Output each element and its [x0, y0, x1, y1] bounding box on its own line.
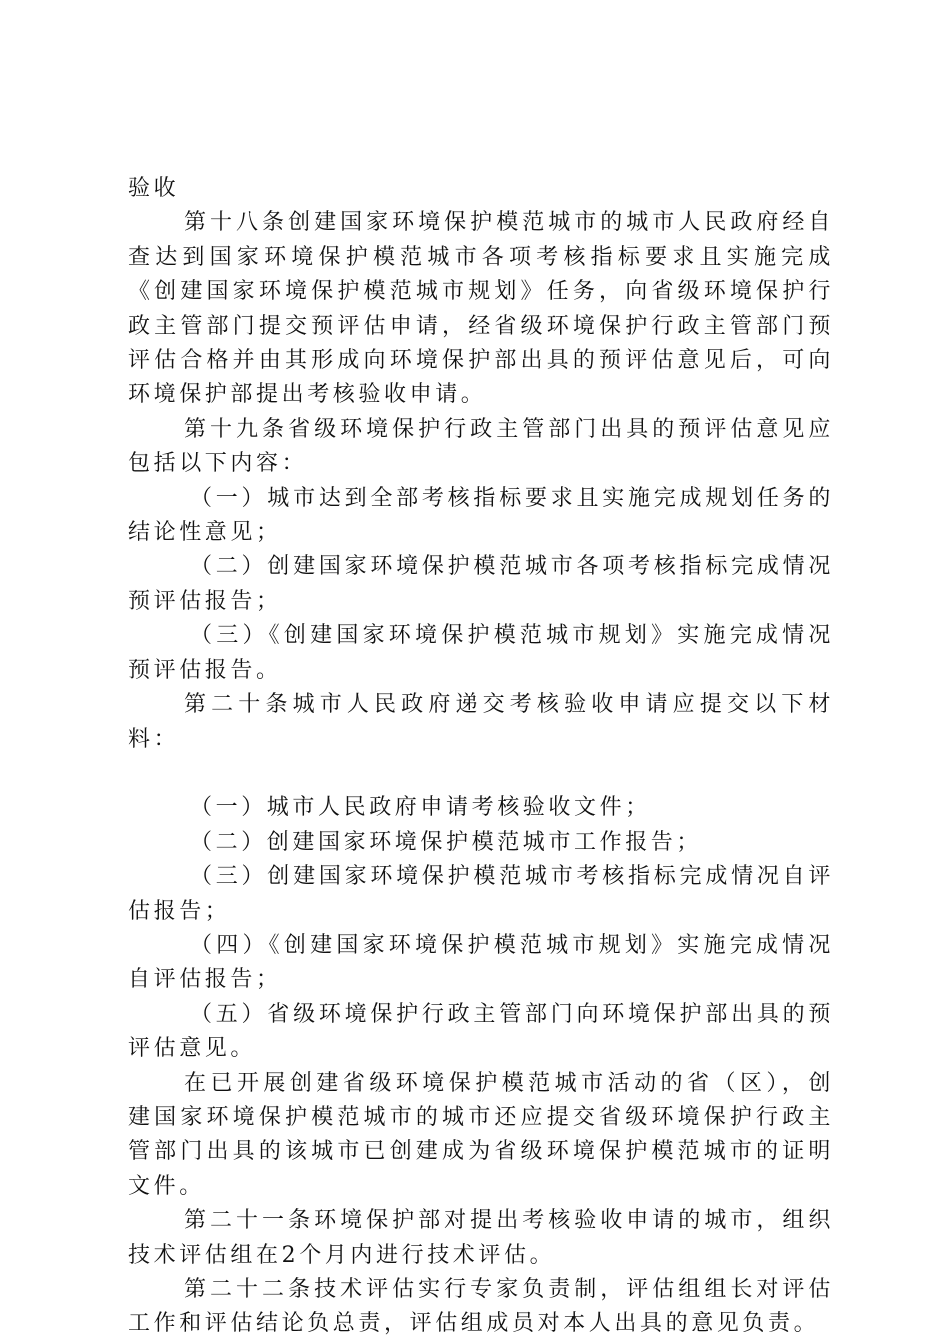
article-18-paragraph: 第十八条创建国家环境保护模范城市的城市人民政府经自查达到国家环境保护模范城市各项考核指标要求且实施完成《创建国家环境保护模范城市规划》任务，向省级环境保护行政主管部门提交预评估申请，经省级环境保护行政主管部门预评估合格并由其形成向环境保护部出具的预评估意见后，可向环境保护部提出考核验收申请。: [128, 210, 834, 408]
blank-line: [128, 757, 834, 791]
article-21-paragraph: 第二十一条环境保护部对提出考核验收申请的城市，组织技术评估组在2个月内进行技术评估。: [128, 1208, 834, 1268]
article-19-item-1: （一）城市达到全部考核指标要求且实施完成规划任务的结论性意见；: [128, 485, 834, 546]
provincial-city-paragraph: 在已开展创建省级环境保护模范城市活动的省（区），创建国家环境保护模范城市的城市还应提交省级环境保护行政主管部门出具的该城市已创建成为省级环境保护模范城市的证明文件。: [128, 1070, 834, 1199]
article-20-item-1: （一）城市人民政府申请考核验收文件；: [190, 795, 651, 821]
article-20-paragraph: 第二十条城市人民政府递交考核验收申请应提交以下材料：: [128, 692, 834, 752]
paragraph-continuation: 验收: [128, 176, 180, 201]
article-22-paragraph: 第二十二条技术评估实行专家负责制，评估组组长对评估工作和评估结论负总责，评估组成员对本人出具的意见负责。: [128, 1276, 834, 1337]
article-20-item-3: （三）创建国家环境保护模范城市考核指标完成情况自评估报告；: [128, 864, 834, 924]
article-20-item-4: （四）《创建国家环境保护模范城市规划》实施完成情况自评估报告；: [128, 932, 834, 993]
article-20-item-5: （五）省级环境保护行政主管部门向环境保护部出具的预评估意见。: [128, 1001, 834, 1062]
article-20-item-2: （二）创建国家环境保护模范城市工作报告；: [190, 829, 703, 855]
document-body: [128, 172, 834, 1342]
article-19-item-3: （三）《创建国家环境保护模范城市规划》实施完成情况预评估报告。: [128, 623, 834, 683]
article-19-paragraph: 第十九条省级环境保护行政主管部门出具的预评估意见应包括以下内容：: [128, 416, 834, 477]
article-19-item-2: （二）创建国家环境保护模范城市各项考核指标完成情况预评估报告；: [128, 554, 834, 614]
